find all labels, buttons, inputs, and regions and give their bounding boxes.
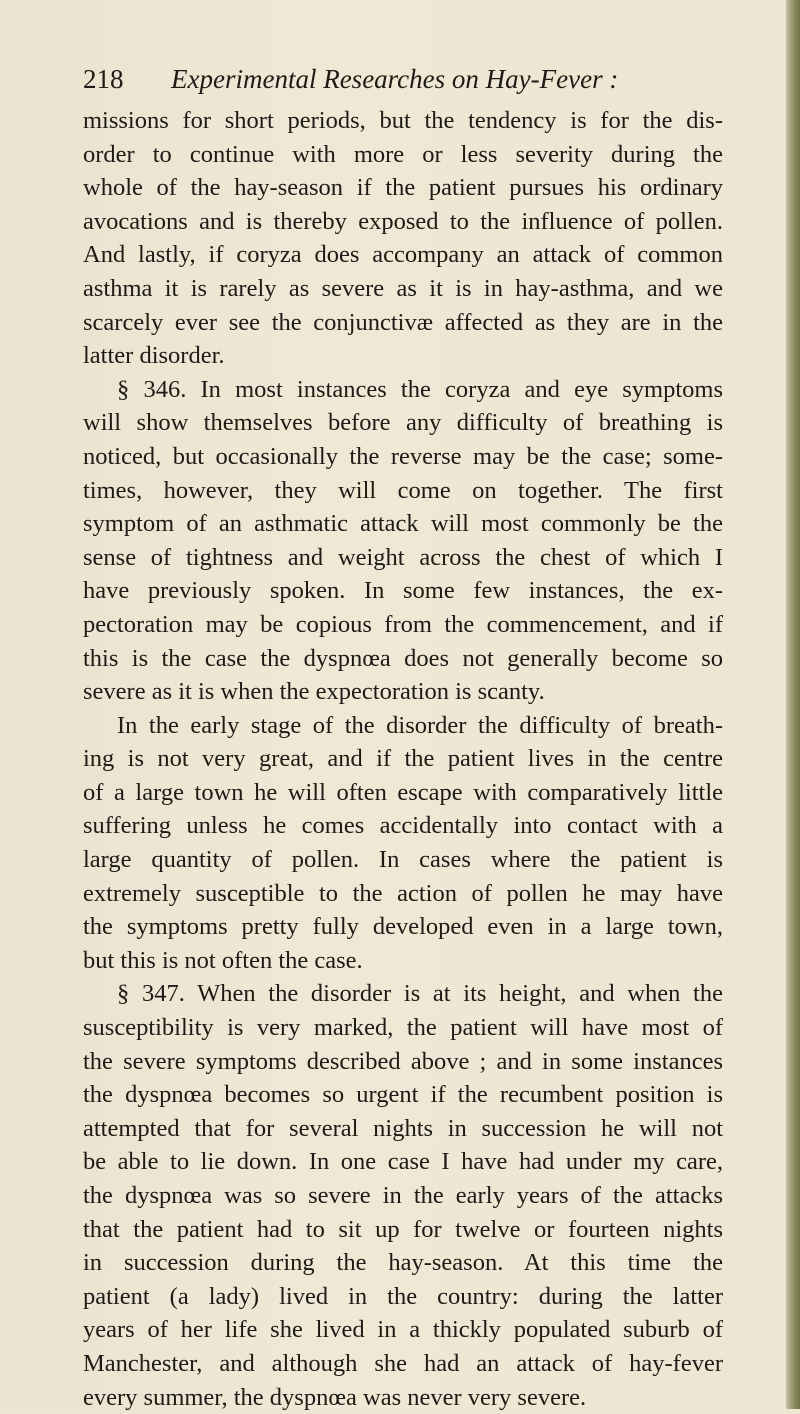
text-line: sense of tightness and weight across the chest of which I <box>83 543 723 571</box>
text-line: missions for short periods, but the tendency is for the dis- <box>83 107 723 134</box>
text-line: but this is not often the case. <box>83 946 363 974</box>
paragraph <box>83 709 723 978</box>
text-line: order to continue with more or less severity during the <box>83 140 723 168</box>
text-line: § 346. In most instances the coryza and eye symptoms <box>117 375 723 403</box>
text-line: asthma it is rarely as severe as it is in hay-asthma, and we <box>83 274 723 302</box>
text-line: Manchester, and although she had an attack of hay-fever <box>83 1349 723 1377</box>
text-line: this is the case the dyspnœa does not generally become so <box>83 644 723 672</box>
paragraph <box>83 104 723 373</box>
text-line: years of her life she lived in a thickly populated suburb of <box>83 1316 723 1344</box>
text-line: the dyspnœa becomes so urgent if the recumbent position is <box>83 1081 723 1109</box>
text-line: latter disorder. <box>83 342 225 370</box>
page-header <box>83 62 723 96</box>
text-line: every summer, the dyspnœa was never very severe. <box>83 1383 587 1411</box>
text-line: patient (a lady) lived in the country: during the latter <box>83 1282 723 1310</box>
text-line: attempted that for several nights in succession he will not <box>83 1114 723 1142</box>
text-line: symptom of an asthmatic attack will most commonly be the <box>83 510 723 538</box>
text-line: whole of the hay-season if the patient pursues his ordinary <box>83 174 723 202</box>
paragraph <box>83 373 723 709</box>
paragraph <box>83 977 723 1414</box>
text-line: times, however, they will come on together. The first <box>83 476 723 504</box>
text-line: the severe symptoms described above ; and in some instances <box>83 1047 723 1075</box>
text-line: In the early stage of the disorder the difficulty of breath- <box>117 711 723 739</box>
text-line: of a large town he will often escape with comparatively little <box>83 778 723 806</box>
text-line: severe as it is when the expectoration is scanty. <box>83 678 545 706</box>
text-line: scarcely ever see the conjunctivæ affected as they are in the <box>83 308 723 336</box>
text-line: ing is not very great, and if the patient lives in the centre <box>83 745 723 773</box>
text-line: avocations and is thereby exposed to the influence of pollen. <box>83 207 723 235</box>
text-line: And lastly, if coryza does accompany an attack of common <box>83 241 723 269</box>
body-text <box>83 104 723 1414</box>
text-line: the dyspnœa was so severe in the early years of the attacks <box>83 1182 723 1209</box>
text-line: susceptibility is very marked, the patient will have most of <box>83 1014 723 1042</box>
text-line: noticed, but occasionally the reverse may be the case; some- <box>83 442 723 470</box>
text-line: be able to lie down. In one case I have had under my care, <box>83 1148 723 1176</box>
page-edge <box>786 0 800 1409</box>
text-line: will show themselves before any difficulty of breathing is <box>83 409 723 437</box>
text-line: pectoration may be copious from the commencement, and if <box>83 610 723 638</box>
text-line: suffering unless he comes accidentally into contact with a <box>83 812 723 840</box>
text-line: in succession during the hay-season. At this time the <box>83 1249 723 1277</box>
text-line: that the patient had to sit up for twelve or fourteen nights <box>83 1215 723 1243</box>
text-line: § 347. When the disorder is at its height, and when the <box>117 980 723 1008</box>
text-line: extremely susceptible to the action of pollen he may have <box>83 879 723 907</box>
text-line: have previously spoken. In some few instances, the ex- <box>83 577 723 605</box>
text-line: the symptoms pretty fully developed even in a large town, <box>83 913 723 941</box>
page-number: 218 <box>83 64 124 94</box>
text-line: large quantity of pollen. In cases where the patient is <box>83 846 723 874</box>
running-title: Experimental Researches on Hay-Fever : <box>171 64 619 94</box>
